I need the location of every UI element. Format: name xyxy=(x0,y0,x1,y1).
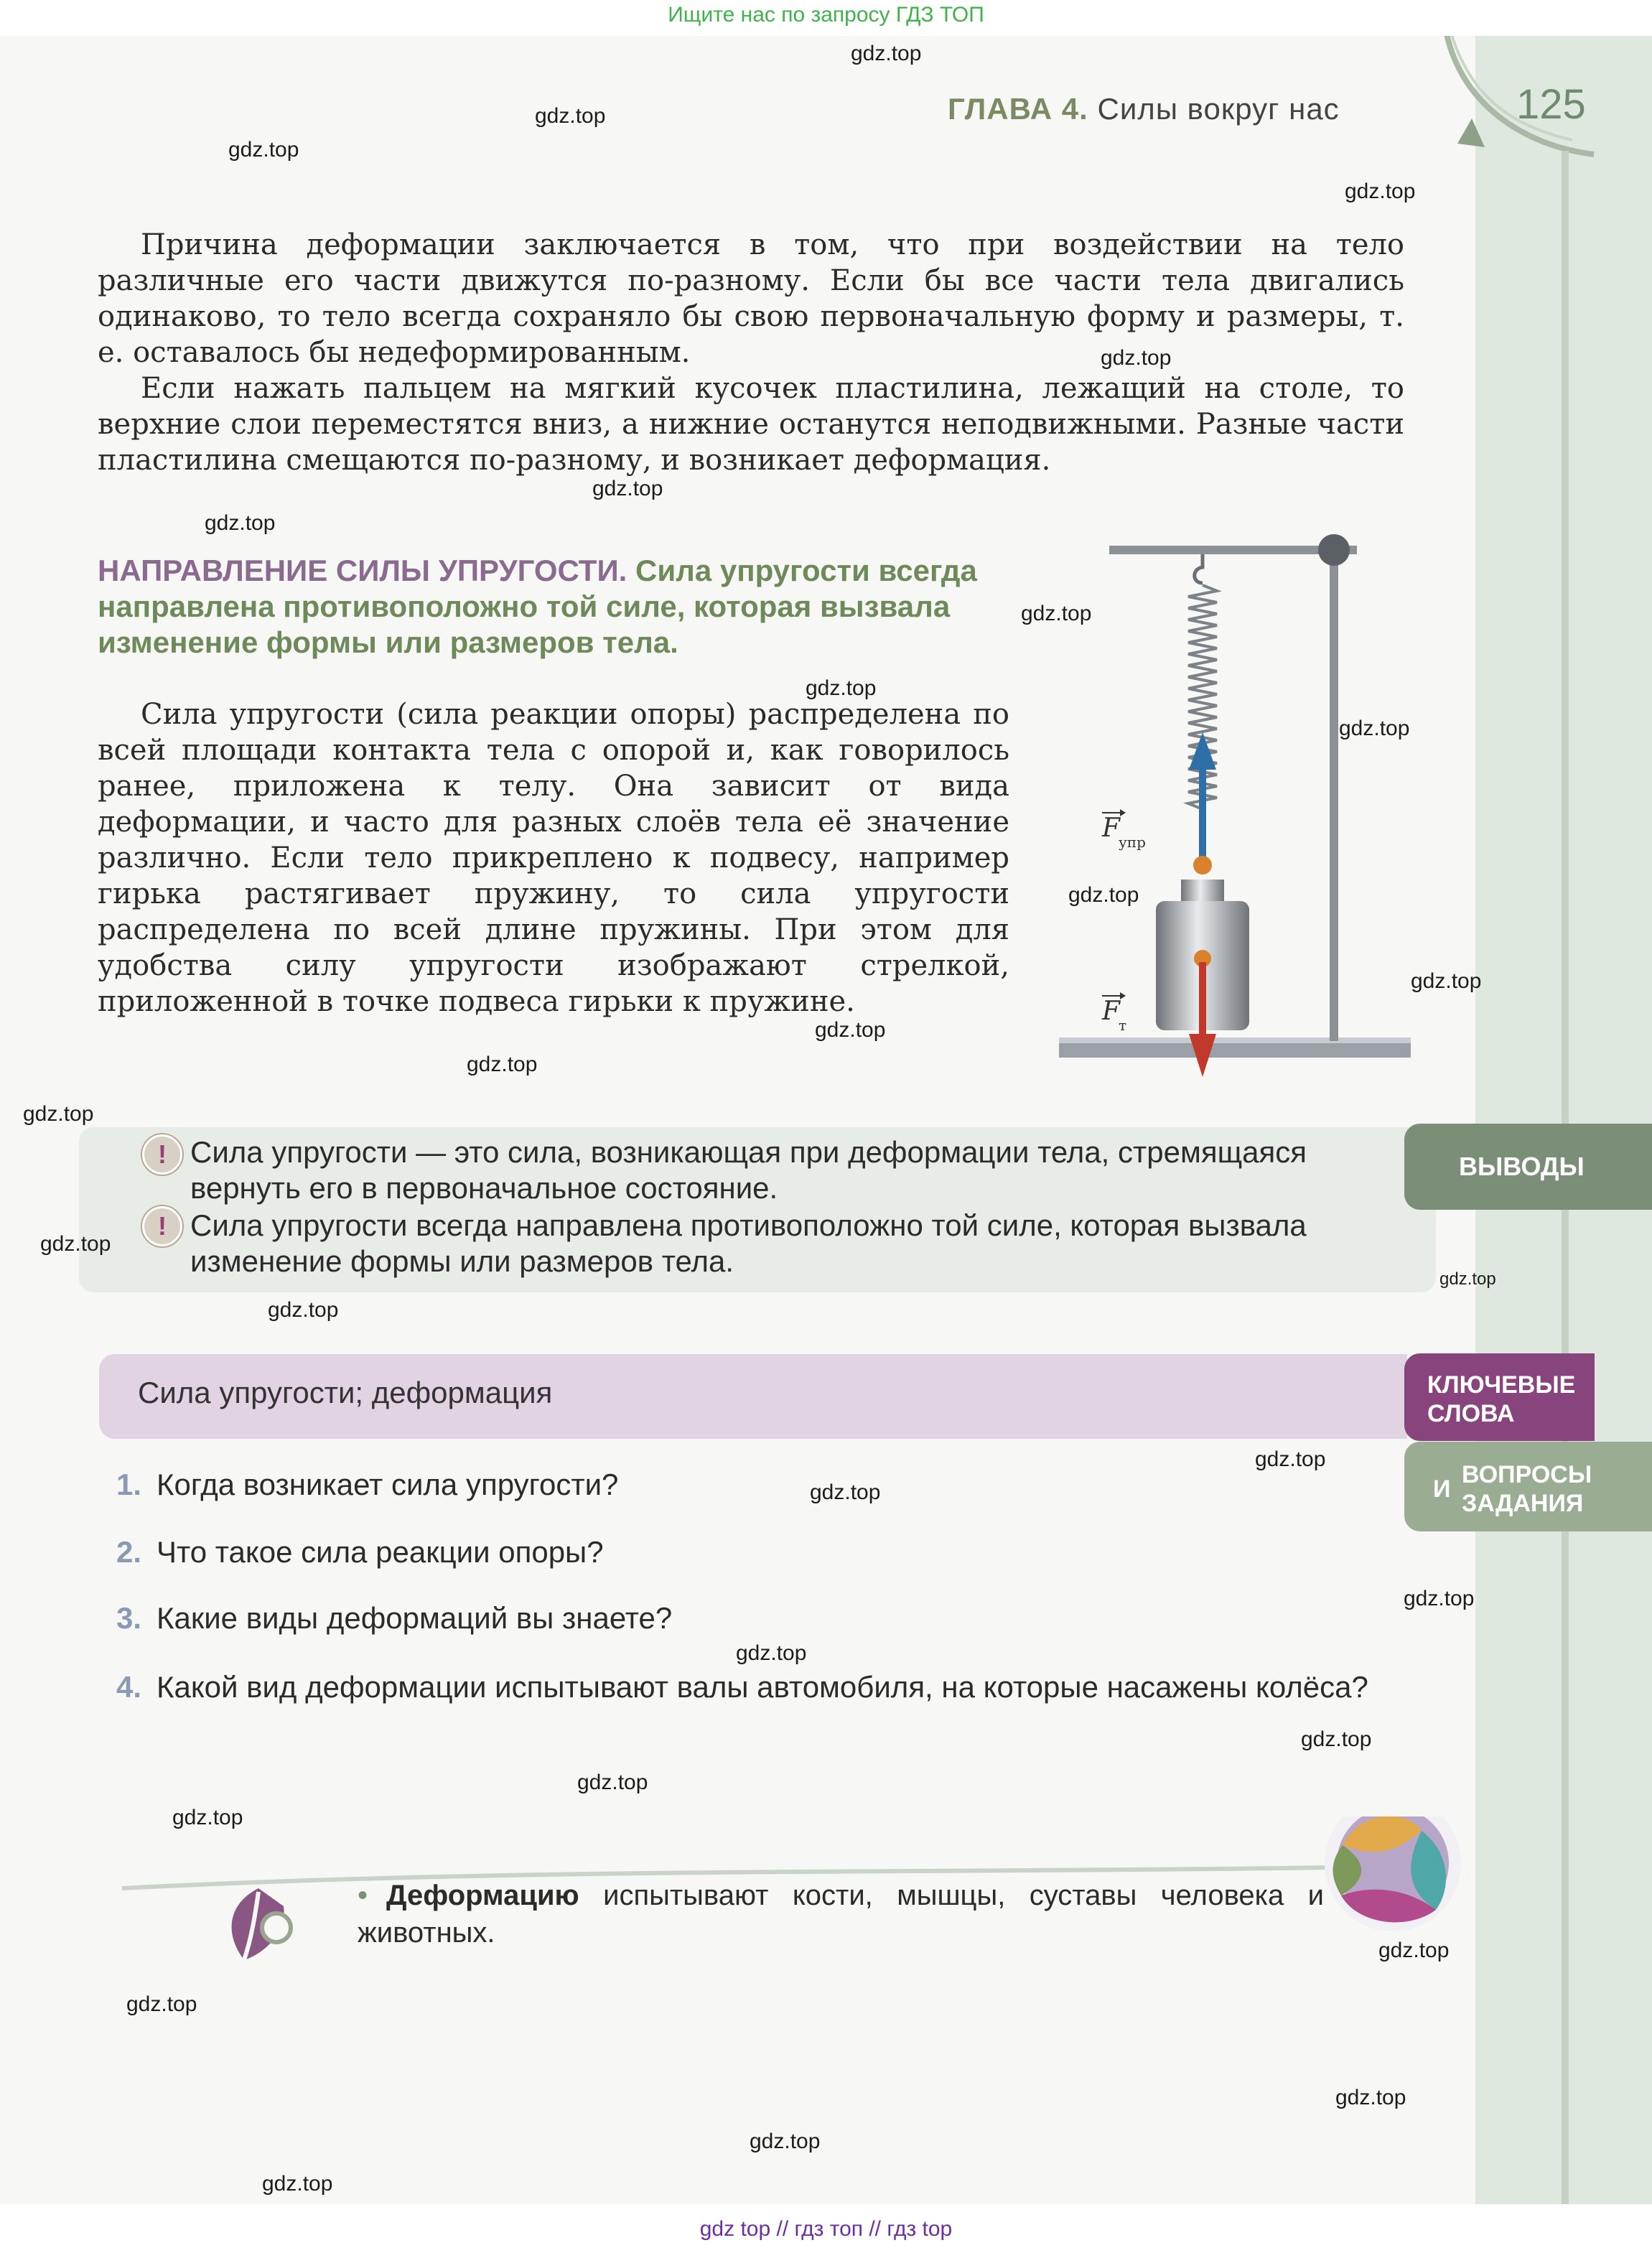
watermark: gdz.top xyxy=(1378,1939,1450,1962)
elastic-force-sub: упр xyxy=(1119,834,1146,851)
spring-hook xyxy=(1195,554,1203,583)
conclusions-tab: ВЫВОДЫ xyxy=(1404,1124,1652,1210)
question-1: 1. Когда возникает сила упругости? xyxy=(116,1468,619,1501)
direction-paragraph xyxy=(98,553,1009,661)
watermark: gdz.top xyxy=(1335,2086,1406,2109)
fact-rest: испытывают кости, мышцы, суставы человека и животных. xyxy=(358,1880,1324,1949)
questions-tab-line1: ВОПРОСЫ xyxy=(1462,1461,1592,1488)
watermark: gdz.top xyxy=(1021,602,1092,625)
page-number: 125 xyxy=(1516,81,1586,128)
fact-text: • Деформацию испытывают кости, мышцы, суставы человека и животных. xyxy=(358,1880,1324,1949)
watermark: gdz.top xyxy=(1339,717,1410,740)
watermark: gdz.top xyxy=(467,1053,538,1076)
watermark: gdz.top xyxy=(126,1992,197,2016)
elastic-force-label: F xyxy=(1102,813,1120,843)
questions-tab xyxy=(1404,1442,1652,1531)
paragraph-1: Причина деформации заключается в том, что при воздействии на тело различные его части движутся по-разному. Если бы все части тела двигались одинаково, то тело всегда сохраняло бы свою первоначальную форму и размеры, т. е. оставалось бы недеформированным. xyxy=(98,228,1404,369)
keywords-tab-line1: КЛЮЧЕВЫЕ xyxy=(1427,1371,1576,1399)
keywords-text: Сила упругости; деформация xyxy=(138,1376,553,1409)
top-note[interactable]: Ищите нас по запросу ГДЗ ТОП xyxy=(668,3,984,27)
watermark: gdz.top xyxy=(23,1102,94,1126)
chapter-number: ГЛАВА 4. xyxy=(948,92,1088,126)
clamp xyxy=(1318,534,1350,566)
questions-tab-and: И xyxy=(1433,1475,1451,1503)
direction-text: Сила упругости всегда направлена противоположно той силе, которая вызвала изменение формы или размеров тела. xyxy=(98,554,977,659)
watermark: gdz.top xyxy=(750,2130,821,2153)
keywords-tab-line2: СЛОВА xyxy=(1427,1400,1515,1427)
watermark: gdz.top xyxy=(268,1298,339,1322)
question-3: 3. Какие виды деформаций вы знаете? xyxy=(116,1601,673,1635)
watermark: gdz.top xyxy=(1345,179,1416,203)
watermark: gdz.top xyxy=(228,138,299,162)
gravity-force-label: F xyxy=(1102,997,1120,1026)
support-paragraph: Сила упругости (сила реакции опоры) распределена по всей площади контакта тела с опорой и, как говорилось ранее, приложена к телу. Она зависит от вида деформации, и часто для разных слоёв тела её значение различно. Если тело прикреплено к подвесу, например гирька растягивает пружину, то сила упругости распределена по всей длине пружины. При этом для удобства силу упругости изображают стрелкой, приложенной в точке подвеса гирьки к пружине. xyxy=(98,698,1009,1018)
stand-rod xyxy=(1330,538,1338,1041)
watermark: gdz.top xyxy=(1404,1587,1475,1610)
watermark: gdz.top xyxy=(535,104,606,128)
watermark: gdz.top xyxy=(810,1480,881,1504)
conclusion-mark-icon: ! xyxy=(142,1134,182,1175)
conclusion-item-1: Сила упругости — это сила, возникающая при деформации тела, стремящаяся вернуть его в первоначальное состояние. xyxy=(190,1135,1307,1205)
watermark: gdz.top xyxy=(577,1771,648,1794)
watermark: gdz.top xyxy=(851,42,922,65)
watermark: gdz.top xyxy=(1101,346,1172,370)
keywords-tab xyxy=(1404,1353,1595,1441)
conclusion-mark-icon: ! xyxy=(142,1206,182,1246)
question-4: 4. Какой вид деформации испытывают валы автомобиля, на которые насажены колёса? xyxy=(116,1670,1368,1704)
fact-bold: Деформацию xyxy=(386,1880,579,1911)
watermark: gdz.top xyxy=(1301,1727,1372,1751)
paragraph-2: Если нажать пальцем на мягкий кусочек пластилина, лежащий на столе, то верхние слои переместятся вниз, а нижние останутся неподвижными. Разные части пластилина смещаются по-разному, и возникает деформация. xyxy=(98,372,1404,477)
gravity-force-sub: т xyxy=(1119,1017,1127,1034)
watermark: gdz.top xyxy=(815,1018,886,1042)
suspension-point xyxy=(1193,856,1212,874)
conclusion-item-2: Сила упругости всегда направлена противоположно той силе, которая вызвала изменение формы или размеров тела. xyxy=(190,1208,1307,1278)
bottom-note[interactable]: gdz top // гдз топ // гдз top xyxy=(699,2217,953,2241)
watermark: gdz.top xyxy=(806,676,877,700)
watermark: gdz.top xyxy=(1439,1269,1496,1289)
watermark: gdz.top xyxy=(592,477,663,500)
leaf-icon xyxy=(215,1881,302,1967)
question-2: 2. Что такое сила реакции опоры? xyxy=(116,1535,604,1569)
direction-heading: НАПРАВЛЕНИЕ СИЛЫ УПРУГОСТИ. xyxy=(98,554,627,587)
watermark: gdz.top xyxy=(205,511,276,535)
watermark: gdz.top xyxy=(1411,969,1482,993)
watermark: gdz.top xyxy=(172,1806,243,1829)
spring-figure xyxy=(1048,517,1422,1084)
watermark: gdz.top xyxy=(40,1232,111,1256)
watermark: gdz.top xyxy=(262,2172,333,2196)
questions-tab-line2: ЗАДАНИЯ xyxy=(1462,1490,1584,1517)
chapter-title: Силы вокруг нас xyxy=(1097,92,1340,126)
chapter-header xyxy=(948,92,1340,126)
watermark: gdz.top xyxy=(736,1641,807,1665)
watermark: gdz.top xyxy=(1255,1447,1326,1471)
watermark: gdz.top xyxy=(1068,883,1139,907)
